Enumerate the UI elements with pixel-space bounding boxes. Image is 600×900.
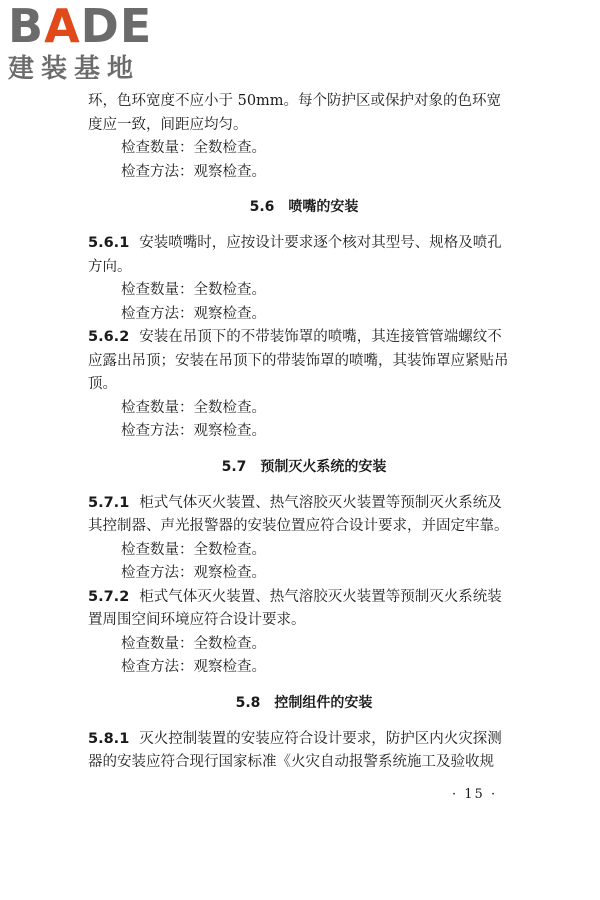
clause-5-6-2-check-quantity: 检查数量：全数检查。 (121, 399, 266, 416)
clause-5-7-2-check-quantity: 检查数量：全数检查。 (121, 635, 266, 652)
clause-text: 安装喷嘴时，应按设计要求逐个核对其型号、规格及喷孔 (139, 235, 502, 251)
document-body (88, 90, 520, 775)
intro-check-quantity: 检查数量：全数检查。 (121, 140, 266, 156)
section-title: 控制组件的安装 (274, 694, 373, 711)
intro-line-2: 度应一致，间距应均匀。 (88, 116, 248, 133)
clause-5-6-2-line-1 (88, 326, 520, 350)
clause-5-6-1-line-1 (88, 232, 520, 256)
section-number: 5.7 (221, 458, 247, 475)
clause-5-6-1-check-quantity: 检查数量：全数检查。 (121, 282, 266, 298)
clause-5-6-2-line-2: 应露出吊顶；安装在吊顶下的带装饰罩的喷嘴，其装饰罩应紧贴吊 (88, 352, 509, 369)
logo-letter-b: B (8, 0, 45, 53)
logo (8, 2, 178, 92)
section-title: 预制灭火系统的安装 (260, 458, 387, 475)
clause-5-7-1-check-quantity: 检查数量：全数检查。 (121, 541, 266, 558)
section-number: 5.8 (235, 694, 261, 711)
clause-5-7-2-check-method: 检查方法：观察检查。 (121, 659, 266, 675)
logo-letters-de: DE (80, 0, 153, 53)
clause-5-7-2-line-1 (88, 586, 520, 610)
clause-5-6-2-line-3: 顶。 (88, 376, 117, 392)
clause-5-6-1-line-2: 方向。 (88, 258, 132, 275)
clause-5-6-2-check-method: 检查方法：观察检查。 (121, 423, 266, 439)
clause-5-6-1-check-method: 检查方法：观察检查。 (121, 305, 266, 322)
clause-number: 5.6.1 (88, 235, 130, 251)
clause-number: 5.6.2 (88, 329, 130, 345)
clause-text: 柜式气体灭火装置、热气溶胶灭火装置等预制灭火系统及 (139, 494, 502, 511)
clause-text: 柜式气体灭火装置、热气溶胶灭火装置等预制灭火系统装 (139, 588, 502, 605)
section-title: 喷嘴的安装 (288, 199, 359, 215)
logo-subtitle: 建装基地 (8, 54, 141, 84)
intro-check-method: 检查方法：观察检查。 (121, 163, 266, 180)
section-number: 5.6 (249, 199, 275, 215)
clause-number: 5.7.2 (88, 588, 130, 605)
clause-5-7-2-line-2: 置周围空间环境应符合设计要求。 (88, 612, 306, 628)
clause-5-7-1-line-1 (88, 492, 520, 516)
clause-text: 安装在吊顶下的不带装饰罩的喷嘴，其连接管管端螺纹不 (139, 329, 502, 345)
clause-text: 灭火控制装置的安装应符合设计要求，防护区内火灾探测 (139, 730, 502, 747)
clause-5-7-1-line-2: 其控制器、声光报警器的安装位置应符合设计要求，并固定牢靠。 (88, 518, 509, 534)
intro-line-1: 环，色环宽度不应小于 50mm。每个防护区或保护对象的色环宽 (88, 93, 502, 109)
section-heading-5-7 (88, 456, 520, 478)
clause-number: 5.7.1 (88, 494, 130, 511)
page-number: · 15 · (452, 787, 498, 802)
clause-number: 5.8.1 (88, 730, 130, 747)
section-heading-5-6 (88, 196, 520, 218)
logo-letter-a: A (44, 0, 81, 53)
section-heading-5-8 (88, 692, 520, 714)
clause-5-7-1-check-method: 检查方法：观察检查。 (121, 565, 266, 581)
logo-wordmark (8, 0, 178, 53)
clause-5-8-1-line-1 (88, 728, 520, 752)
clause-5-8-1-line-2: 器的安装应符合现行国家标准《火灾自动报警系统施工及验收规 (88, 754, 494, 770)
